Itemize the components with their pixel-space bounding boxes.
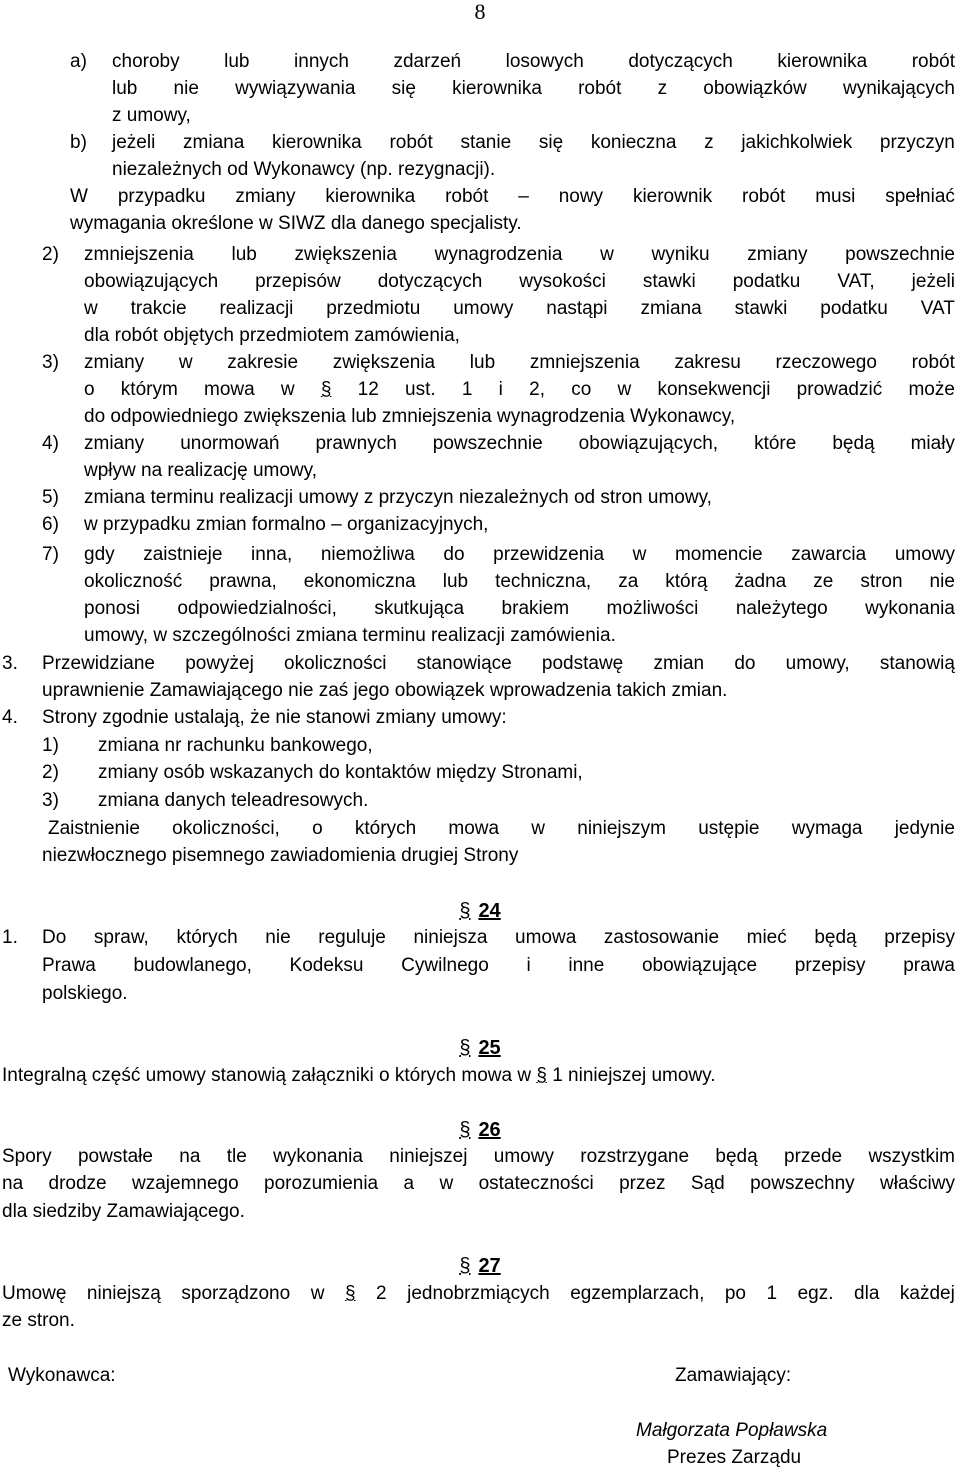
word: w <box>439 1173 454 1194</box>
word: na <box>179 1146 201 1167</box>
word: dotyczących <box>377 271 483 292</box>
word: których <box>354 818 417 839</box>
word: jedynie <box>894 818 955 839</box>
point-4-intro: Strony zgodnie ustalają, że nie stanowi zmiany umowy: <box>42 707 507 728</box>
item-4-label: 4) <box>42 433 59 454</box>
word: musi <box>815 186 856 207</box>
word: ekonomiczna <box>303 571 416 592</box>
word: zmiana <box>640 298 702 319</box>
word: żadna <box>734 571 787 592</box>
word: gdy <box>84 544 115 565</box>
point-4-item-1-text: zmiana nr rachunku bankowego, <box>98 735 373 756</box>
word: właściwy <box>880 1173 955 1194</box>
item-2-line-1 <box>84 243 955 267</box>
word: spraw, <box>93 927 149 948</box>
word: jakichkolwiek <box>741 132 853 153</box>
word: stron <box>860 571 903 592</box>
word: będą <box>832 433 875 454</box>
word: co <box>571 379 592 400</box>
word: zmian <box>653 653 705 674</box>
word: zdarzeń <box>393 51 462 72</box>
word: 2, <box>529 379 545 400</box>
word: niniejszym <box>577 818 666 839</box>
point-4-closing-line-2: niezwłocznego pisemnego zawiadomienia drugiej Strony <box>42 845 519 866</box>
word: nowy <box>558 186 604 207</box>
word: kierownika <box>271 132 362 153</box>
paragraph-symbol: § <box>344 1283 356 1304</box>
word: Spory <box>2 1146 52 1167</box>
word: wyniku <box>651 244 710 265</box>
word: jeżeli <box>112 132 156 153</box>
word: zakresu <box>674 352 741 373</box>
section-27-number: 27 <box>478 1255 501 1277</box>
section-24-heading <box>0 898 960 924</box>
point-4-item-1-label: 1) <box>42 735 59 756</box>
word: przepisów <box>255 271 341 292</box>
point-4-label: 4. <box>2 707 18 728</box>
word: niemożliwa <box>320 544 415 565</box>
word: nastąpi <box>546 298 608 319</box>
word: wywiązywania <box>235 78 356 99</box>
word: w <box>600 244 614 265</box>
word: tle <box>226 1146 247 1167</box>
word: stanowią <box>879 653 955 674</box>
page-number: 8 <box>474 0 486 24</box>
word: przepisy <box>884 927 955 948</box>
word: losowych <box>505 51 584 72</box>
word: rozstrzygane <box>580 1146 690 1167</box>
word: odpowiedzialności, <box>177 598 337 619</box>
word: Kodeksu <box>289 955 364 976</box>
word: Sąd <box>690 1173 725 1194</box>
paragraph-symbol: § <box>459 1255 471 1277</box>
word: choroby <box>112 51 180 72</box>
word: w <box>178 352 193 373</box>
word: podstawę <box>541 653 624 674</box>
item-b-line-2: niezależnych od Wykonawcy (np. rezygnacji). <box>112 159 496 180</box>
word: sporządzono <box>181 1283 291 1304</box>
word: będą <box>715 1146 758 1167</box>
word: się <box>538 132 564 153</box>
section-25-number: 25 <box>478 1037 501 1059</box>
word: w <box>280 379 295 400</box>
word: realizacji <box>219 298 294 319</box>
word: skutkująca <box>374 598 465 619</box>
client-label: Zamawiający: <box>675 1365 792 1386</box>
word: robót <box>911 352 955 373</box>
section-24-line-2 <box>42 954 955 978</box>
word: innych <box>294 51 349 72</box>
word: konieczna <box>590 132 677 153</box>
word: przepisy <box>794 955 866 976</box>
word: Prawa <box>42 955 96 976</box>
word: prowadzić <box>796 379 883 400</box>
word: robót <box>389 132 433 153</box>
note-line-1 <box>70 185 955 209</box>
word: a <box>403 1173 415 1194</box>
paragraph-symbol: § <box>459 1119 471 1141</box>
word: Zaistnienie <box>48 818 140 839</box>
word: drodze <box>48 1173 107 1194</box>
word: zaistnieje <box>143 544 223 565</box>
word: ze <box>813 571 834 592</box>
paragraph-symbol: § <box>320 379 332 400</box>
word: kierownika <box>452 78 542 99</box>
word: należytego <box>735 598 828 619</box>
point-3-label: 3. <box>2 653 18 674</box>
word: inna, <box>251 544 293 565</box>
word: mowa <box>204 379 255 400</box>
word: w <box>310 1283 325 1304</box>
section-27-line-2: ze stron. <box>2 1310 75 1331</box>
word: ust. <box>405 379 436 400</box>
item-a-line-1 <box>112 50 955 74</box>
word: umowy <box>493 1146 554 1167</box>
paragraph-symbol: § <box>459 900 471 922</box>
section-26-line-2 <box>2 1172 955 1196</box>
word: nie <box>173 78 199 99</box>
word: ostateczności <box>478 1173 594 1194</box>
word: niniejszej <box>389 1146 468 1167</box>
word: stanie <box>460 132 512 153</box>
item-a-line-2 <box>112 77 955 101</box>
section-25-text-after: 1 niniejszej umowy. <box>546 1065 716 1086</box>
point-4-item-3-label: 3) <box>42 790 59 811</box>
word: prawa <box>903 955 955 976</box>
point-3-line-1 <box>42 652 955 676</box>
word: unormowań <box>180 433 280 454</box>
word: wykonania <box>865 598 955 619</box>
word: których <box>176 927 238 948</box>
word: się <box>391 78 416 99</box>
word: jeżeli <box>911 271 955 292</box>
word: Cywilnego <box>401 955 489 976</box>
paragraph-symbol: § <box>536 1065 547 1086</box>
word: przez <box>619 1173 666 1194</box>
word: zmniejszenia <box>529 352 640 373</box>
word: którą <box>665 571 708 592</box>
word: zmniejszenia <box>84 244 194 265</box>
word: obowiązujące <box>641 955 758 976</box>
word: kierownika <box>777 51 868 72</box>
word: z <box>704 132 714 153</box>
item-a-line-3: z umowy, <box>112 105 191 126</box>
word: brakiem <box>501 598 570 619</box>
item-7-line-1 <box>84 543 955 567</box>
word: egzemplarzach, <box>570 1283 705 1304</box>
signer-name: Małgorzata Popławska <box>636 1420 828 1441</box>
word: umowy, <box>785 653 850 674</box>
point-4-closing-line-1 <box>48 817 955 841</box>
word: podatku <box>820 298 888 319</box>
section-27-heading <box>0 1253 960 1279</box>
word: zmiany <box>235 186 296 207</box>
word: i <box>526 955 531 976</box>
point-4-item-2-text: zmiany osób wskazanych do kontaktów między Stronami, <box>98 762 583 783</box>
word: po <box>724 1283 746 1304</box>
item-3-line-2 <box>84 378 955 402</box>
word: Przewidziane <box>42 653 155 674</box>
item-6-label: 6) <box>42 514 59 535</box>
word: w <box>84 298 98 319</box>
word: porozumienia <box>264 1173 379 1194</box>
section-26-number: 26 <box>478 1119 501 1141</box>
word: wszystkim <box>868 1146 955 1167</box>
section-25-heading <box>0 1035 960 1061</box>
word: przedmiotu <box>326 298 421 319</box>
word: podatku <box>732 271 801 292</box>
word: lub <box>224 51 250 72</box>
word: zmiany <box>747 244 808 265</box>
word: okoliczności <box>284 653 387 674</box>
item-3-label: 3) <box>42 352 59 373</box>
contractor-label: Wykonawca: <box>8 1365 116 1386</box>
word: miały <box>910 433 955 454</box>
word: budowlanego, <box>133 955 252 976</box>
word: o <box>312 818 323 839</box>
word: momencie <box>674 544 763 565</box>
section-27-line-1 <box>2 1282 955 1306</box>
word: ponosi <box>84 598 140 619</box>
word: zastosowanie <box>603 927 720 948</box>
section-24-line-3: polskiego. <box>42 983 128 1004</box>
item-2-line-2 <box>84 270 955 294</box>
item-2-label: 2) <box>42 244 59 265</box>
section-24-line-1 <box>42 926 955 950</box>
word: egz. <box>797 1283 834 1304</box>
word: rzeczowego <box>775 352 877 373</box>
word: do <box>443 544 465 565</box>
word: umowy <box>453 298 514 319</box>
word: przypadku <box>117 186 206 207</box>
word: konsekwencji <box>657 379 771 400</box>
word: robót <box>445 186 489 207</box>
word: dotyczących <box>628 51 733 72</box>
word: trakcie <box>130 298 187 319</box>
word: 1 <box>766 1283 778 1304</box>
word: dla <box>854 1283 880 1304</box>
item-7-label: 7) <box>42 544 59 565</box>
word: okoliczności, <box>172 818 280 839</box>
word: na <box>2 1173 24 1194</box>
word: Do <box>42 927 67 948</box>
item-5-label: 5) <box>42 487 59 508</box>
word: wynikających <box>842 78 955 99</box>
point-4-item-2-label: 2) <box>42 762 59 783</box>
word: prawnych <box>315 433 397 454</box>
word: niniejszą <box>86 1283 161 1304</box>
word: – <box>518 186 529 207</box>
word: o <box>84 379 95 400</box>
word: przewidzenia <box>493 544 605 565</box>
word: będą <box>814 927 857 948</box>
point-3-line-2: uprawnienie Zamawiającego nie zaś jego obowiązek wprowadzenia takich zmian. <box>42 680 728 701</box>
word: każdej <box>899 1283 955 1304</box>
word: lub <box>469 352 496 373</box>
signer-title: Prezes Zarządu <box>667 1447 802 1468</box>
word: robót <box>911 51 955 72</box>
point-4-item-3-text: zmiana danych teleadresowych. <box>98 790 369 811</box>
item-7-line-4: umowy, w szczególności zmiana terminu realizacji zamówienia. <box>84 625 616 646</box>
word: zwiększenia <box>294 244 397 265</box>
word: powyżej <box>185 653 254 674</box>
section-26-heading <box>0 1117 960 1143</box>
word: zmiana <box>183 132 245 153</box>
word: obowiązujących <box>84 271 219 292</box>
item-6-text: w przypadku zmian formalno – organizacyjnych, <box>84 514 489 535</box>
word: prawna, <box>209 571 277 592</box>
word: zawarcia <box>791 544 867 565</box>
word: przede <box>784 1146 843 1167</box>
word: niniejsza <box>413 927 488 948</box>
word: 1 <box>461 379 473 400</box>
item-b-line-1 <box>112 131 955 155</box>
item-7-line-2 <box>84 570 955 594</box>
word: w <box>531 818 546 839</box>
word: zwiększenia <box>332 352 436 373</box>
word: wysokości <box>519 271 606 292</box>
word: robót <box>742 186 786 207</box>
word: w <box>632 544 647 565</box>
word: obowiązujących, <box>578 433 719 454</box>
word: wzajemnego <box>132 1173 239 1194</box>
word: umowa <box>515 927 577 948</box>
item-3-line-1 <box>84 351 955 375</box>
word: którym <box>120 379 178 400</box>
word: zmiany <box>84 352 145 373</box>
word: w <box>617 379 632 400</box>
word: ustępie <box>698 818 760 839</box>
word: powszechny <box>750 1173 855 1194</box>
word: do <box>734 653 756 674</box>
word: lub <box>112 78 138 99</box>
paragraph-symbol: § <box>459 1037 471 1059</box>
word: i <box>498 379 503 400</box>
word: okoliczność <box>84 571 183 592</box>
word: stawki <box>734 298 788 319</box>
section-25-text <box>2 1064 716 1088</box>
item-4-line-1 <box>84 432 955 456</box>
item-5-text: zmiana terminu realizacji umowy z przyczyn niezależnych od stron umowy, <box>84 487 712 508</box>
word: powszechnie <box>845 244 955 265</box>
word: może <box>908 379 955 400</box>
word: wykonania <box>273 1146 363 1167</box>
item-3-line-3: do odpowiedniego zwiększenia lub zmniejszenia wynagrodzenia Wykonawcy, <box>84 406 736 427</box>
word: lub <box>231 244 257 265</box>
section-24-number: 24 <box>478 900 501 922</box>
word: które <box>754 433 797 454</box>
section-26-line-1 <box>2 1145 955 1169</box>
word: powszechnie <box>432 433 543 454</box>
word: W <box>70 186 88 207</box>
word: kierownik <box>632 186 713 207</box>
word: wymaga <box>791 818 863 839</box>
section-24-label: 1. <box>2 927 18 948</box>
word: mieć <box>746 927 787 948</box>
item-4-line-2: wpływ na realizację umowy, <box>84 460 318 481</box>
word: inne <box>568 955 605 976</box>
word: możliwości <box>606 598 699 619</box>
word: zmiany <box>84 433 145 454</box>
word: mowa <box>448 818 500 839</box>
word: spełniać <box>885 186 955 207</box>
item-7-line-3 <box>84 597 955 621</box>
item-2-line-3 <box>84 297 955 321</box>
note-line-2: wymagania określone w SIWZ dla danego specjalisty. <box>70 213 522 234</box>
word: za <box>618 571 639 592</box>
word: VAT <box>920 298 955 319</box>
word: jednobrzmiących <box>407 1283 550 1304</box>
word: kierownika <box>325 186 416 207</box>
word: robót <box>578 78 622 99</box>
word: zakresie <box>227 352 299 373</box>
word: techniczna, <box>495 571 592 592</box>
word: stawki <box>642 271 696 292</box>
word: nie <box>265 927 291 948</box>
word: reguluje <box>318 927 386 948</box>
word: VAT, <box>837 271 875 292</box>
item-b-label: b) <box>70 132 87 153</box>
word: powstałe <box>77 1146 153 1167</box>
section-26-line-3: dla siedziby Zamawiającego. <box>2 1201 245 1222</box>
word: Umowę <box>2 1283 67 1304</box>
word: wynagrodzenia <box>434 244 563 265</box>
word: stanowiące <box>416 653 512 674</box>
word: lub <box>442 571 469 592</box>
word: przyczyn <box>879 132 955 153</box>
section-25-text-before: Integralną część umowy stanowią załączniki o których mowa w <box>2 1065 537 1086</box>
word: nie <box>929 571 955 592</box>
word: 2 <box>376 1283 387 1304</box>
item-a-label: a) <box>70 51 87 72</box>
item-2-line-4: dla robót objętych przedmiotem zamówienia, <box>84 325 460 346</box>
word: obowiązków <box>703 78 807 99</box>
word: umowy <box>894 544 955 565</box>
word: 12 <box>357 379 379 400</box>
word: z <box>657 78 668 99</box>
